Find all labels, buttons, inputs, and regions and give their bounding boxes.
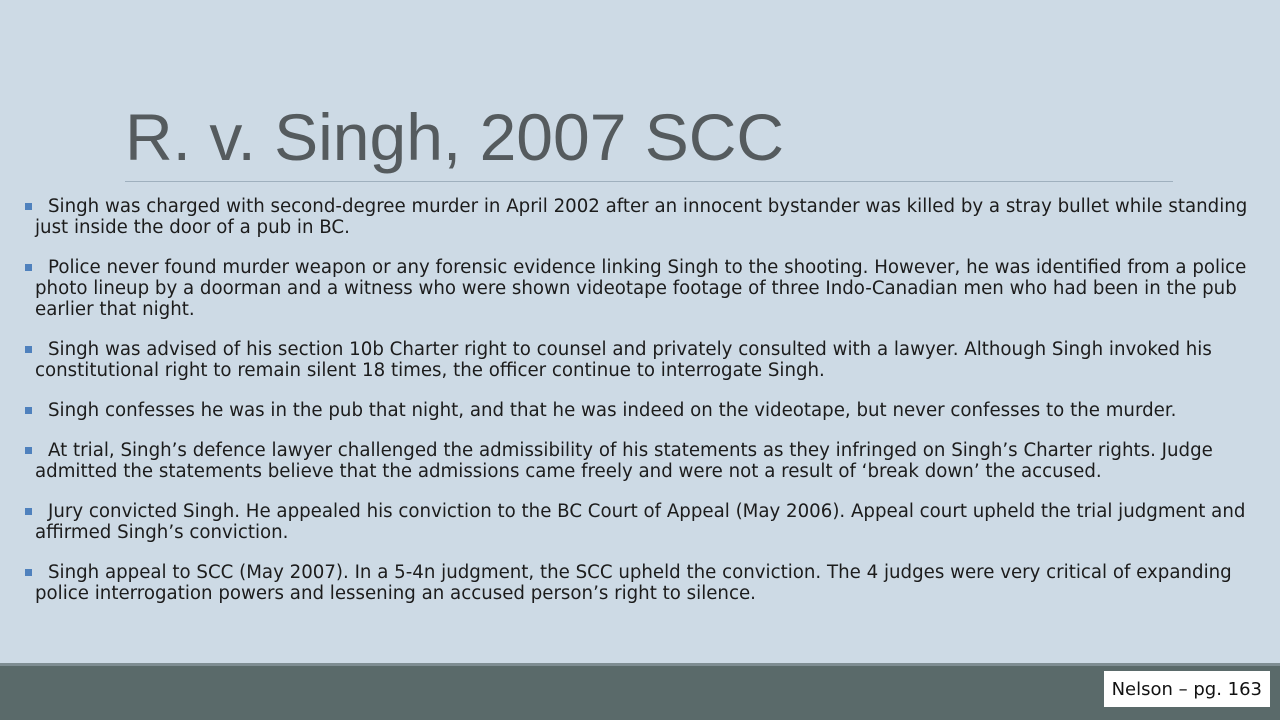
bullet-text: Singh was charged with second-degree murder in April 2002 after an innocent bystander was killed by a stray bullet while standing just inside the door of a pub in BC. (35, 196, 1248, 238)
bullet-item (35, 400, 1270, 421)
bullet-list (35, 196, 1270, 623)
square-bullet-icon (25, 346, 32, 353)
square-bullet-icon (25, 264, 32, 271)
bullet-text: Singh appeal to SCC (May 2007). In a 5-4n judgment, the SCC upheld the conviction. The 4 judges were very critical of expanding police interrogation powers and lessening an accused person’s right to silence. (35, 562, 1232, 604)
square-bullet-icon (25, 447, 32, 454)
source-citation: Nelson – pg. 163 (1104, 671, 1270, 707)
square-bullet-icon (25, 407, 32, 414)
slide-title: R. v. Singh, 2007 SCC (125, 100, 785, 174)
bullet-text: Singh was advised of his section 10b Charter right to counsel and privately consulted with a lawyer. Although Singh invoked his constitutional right to remain silent 18 times, the officer continue to interrogate Singh. (35, 339, 1212, 381)
bullet-item (35, 440, 1270, 482)
square-bullet-icon (25, 508, 32, 515)
bullet-text: Jury convicted Singh. He appealed his conviction to the BC Court of Appeal (May 2006). Appeal court upheld the trial judgment and affirmed Singh’s conviction. (35, 501, 1246, 543)
bullet-text: Singh confesses he was in the pub that night, and that he was indeed on the videotape, but never confesses to the murder. (48, 400, 1177, 421)
square-bullet-icon (25, 569, 32, 576)
bullet-text: At trial, Singh’s defence lawyer challenged the admissibility of his statements as they infringed on Singh’s Charter rights. Judge admitted the statements believe that the admissions came freely and were not a result of ‘break down’ the accused. (35, 440, 1213, 482)
square-bullet-icon (25, 203, 32, 210)
footer-bar-accent (0, 663, 1280, 666)
bullet-item (35, 562, 1270, 604)
title-divider (125, 181, 1173, 182)
bullet-text: Police never found murder weapon or any forensic evidence linking Singh to the shooting. However, he was identified from a police photo lineup by a doorman and a witness who were shown videotape footage of three Indo-Canadian men who had been in the pub earlier that night. (35, 257, 1247, 320)
bullet-item (35, 501, 1270, 543)
footer-bar (0, 663, 1280, 720)
bullet-item (35, 339, 1270, 381)
bullet-item (35, 196, 1270, 238)
bullet-item (35, 257, 1270, 320)
